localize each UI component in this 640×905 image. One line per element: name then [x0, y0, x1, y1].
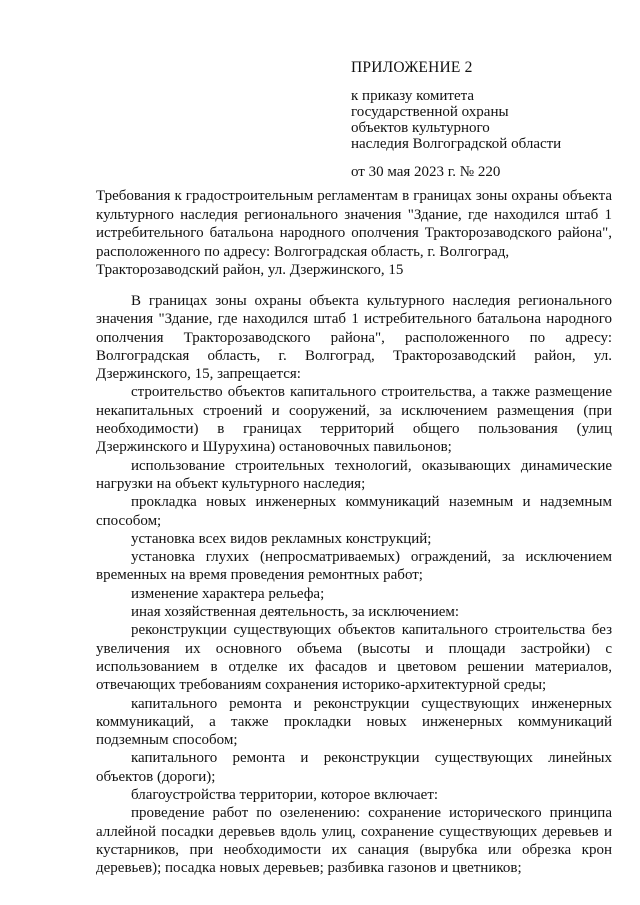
appendix-block: [351, 60, 611, 180]
body-paragraph: строительство объектов капитального строительства, а также размещение некапитальных строений и сооружений, за исключением размещения (при необходимости) в границах территорий общего пользования (улиц Дзержинского и Шурухина) остановочных павильонов;: [96, 384, 612, 456]
appendix-line: наследия Волгоградской области: [351, 136, 562, 152]
body-paragraph: использование строительных технологий, оказывающих динамические нагрузки на объект культурного наследия;: [96, 457, 612, 492]
body-paragraph: В границах зоны охраны объекта культурного наследия регионального значения "Здание, где находился штаб 1 истребительного батальона народного ополчения Тракторозаводского района", расположенного по адресу: Волгоградская область, г. Волгоград, Тракторозаводский район, ул. Дзержинского, 15, запрещается:: [96, 293, 612, 383]
body-paragraph: капитального ремонта и реконструкции существующих линейных объектов (дороги);: [96, 750, 612, 785]
document-body: [96, 292, 612, 878]
body-paragraph: благоустройства территории, которое включает:: [131, 787, 439, 804]
body-paragraph: иная хозяйственная деятельность, за исключением:: [131, 604, 460, 621]
body-paragraph: капитального ремонта и реконструкции существующих инженерных коммуникаций, а также прокладки новых инженерных коммуникаций подземным способом;: [96, 695, 612, 749]
appendix-heading: ПРИЛОЖЕНИЕ 2: [351, 59, 473, 76]
body-paragraph: реконструкции существующих объектов капитального строительства без увеличения их основного объема (высоты и площади застройки) с использованием в отделке их фасадов и цветовом решении материалов, отвечающих требованиям сохранения историко-архитектурной среды;: [96, 622, 612, 694]
body-paragraph: установка глухих (непросматриваемых) ограждений, за исключением временных на время проведения ремонтных работ;: [96, 549, 612, 584]
appendix-date: от 30 мая 2023 г. № 220: [351, 164, 501, 180]
body-paragraph: изменение характера рельефа;: [131, 585, 325, 602]
body-paragraph: прокладка новых инженерных коммуникаций наземным и надземным способом;: [96, 494, 612, 529]
appendix-line: к приказу комитета: [351, 88, 475, 104]
appendix-line: государственной охраны: [351, 104, 509, 120]
body-paragraph: проведение работ по озеленению: сохранение исторического принципа аллейной посадки деревьев вдоль улиц, сохранение существующих деревьев и кустарников, при необходимости их санация (вырубка или обрезка крон деревьев); посадка новых деревьев; разбивка газонов и цветников;: [96, 805, 612, 877]
appendix-line: объектов культурного: [351, 120, 490, 136]
body-paragraph: установка всех видов рекламных конструкций;: [131, 530, 432, 547]
document-title-last-line: Тракторозаводский район, ул. Дзержинского, 15: [96, 262, 404, 278]
document-title-main: Требования к градостроительным регламентам в границах зоны охраны объекта культурного наследия регионального значения "Здание, где находился штаб 1 истребительного батальона народного ополчения Тракторозаводского района", расположенного по адресу: Волгоградская область, г. Волгоград,: [96, 188, 612, 260]
document-title: [96, 187, 612, 280]
